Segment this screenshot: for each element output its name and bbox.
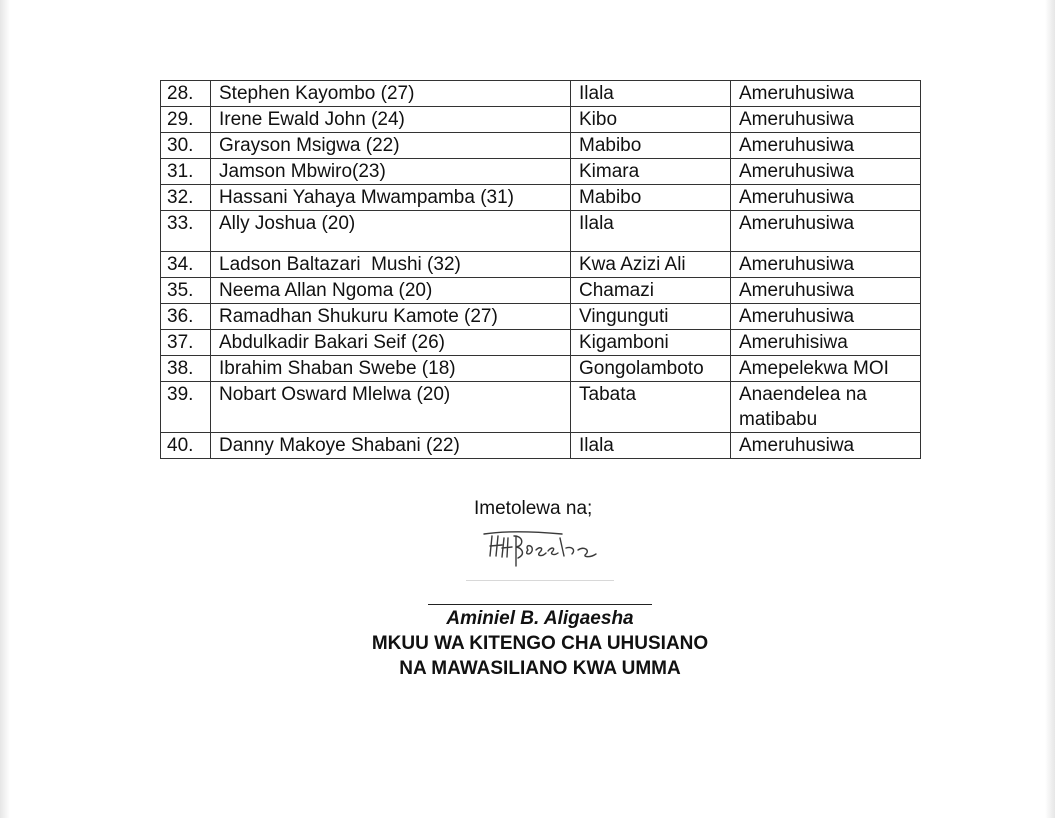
patient-location: Kwa Azizi Ali bbox=[571, 252, 731, 278]
row-number: 28. bbox=[161, 81, 211, 107]
patient-status: Ameruhusiwa bbox=[731, 159, 921, 185]
row-number: 29. bbox=[161, 107, 211, 133]
row-number: 38. bbox=[161, 356, 211, 382]
prepared-by-label: Imetolewa na; bbox=[474, 498, 593, 519]
table-row bbox=[161, 382, 921, 433]
table-row bbox=[161, 304, 921, 330]
table-row bbox=[161, 278, 921, 304]
row-number: 40. bbox=[161, 433, 211, 459]
table-row bbox=[161, 159, 921, 185]
patient-status: Ameruhusiwa bbox=[731, 304, 921, 330]
signer-name: Aminiel B. Aligaesha bbox=[446, 608, 634, 629]
patient-status: Amepelekwa MOI bbox=[731, 356, 921, 382]
patient-location: Gongolamboto bbox=[571, 356, 731, 382]
patient-status: Ameruhusiwa bbox=[731, 81, 921, 107]
table-row bbox=[161, 133, 921, 159]
patient-status: Ameruhisiwa bbox=[731, 330, 921, 356]
patient-status: Ameruhusiwa bbox=[731, 211, 921, 252]
patient-name: Irene Ewald John (24) bbox=[211, 107, 571, 133]
page-edge-shadow-left bbox=[0, 0, 10, 818]
signer-title-line1: MKUU WA KITENGO CHA UHUSIANO bbox=[371, 633, 709, 654]
patient-location: Ilala bbox=[571, 211, 731, 252]
page-edge-shadow-right bbox=[1045, 0, 1055, 818]
patient-location: Ilala bbox=[571, 81, 731, 107]
patient-name: Ibrahim Shaban Swebe (18) bbox=[211, 356, 571, 382]
row-number: 35. bbox=[161, 278, 211, 304]
patient-status: Anaendelea na matibabu bbox=[731, 382, 921, 433]
patient-location: Tabata bbox=[571, 382, 731, 433]
patient-name: Hassani Yahaya Mwampamba (31) bbox=[211, 185, 571, 211]
patient-status: Ameruhusiwa bbox=[731, 133, 921, 159]
patient-status: Ameruhusiwa bbox=[731, 107, 921, 133]
patient-status: Ameruhusiwa bbox=[731, 433, 921, 459]
table-row bbox=[161, 252, 921, 278]
table-row bbox=[161, 107, 921, 133]
patient-name: Ally Joshua (20) bbox=[211, 211, 571, 252]
patient-name: Jamson Mbwiro(23) bbox=[211, 159, 571, 185]
patient-location: Ilala bbox=[571, 433, 731, 459]
row-number: 39. bbox=[161, 382, 211, 433]
table-row bbox=[161, 433, 921, 459]
patient-name: Ladson Baltazari Mushi (32) bbox=[211, 252, 571, 278]
patient-location: Kigamboni bbox=[571, 330, 731, 356]
row-number: 33. bbox=[161, 211, 211, 252]
row-number: 34. bbox=[161, 252, 211, 278]
table-row bbox=[161, 211, 921, 252]
handwritten-signature bbox=[480, 526, 620, 570]
patient-location: Mabibo bbox=[571, 133, 731, 159]
table-row bbox=[161, 185, 921, 211]
row-number: 31. bbox=[161, 159, 211, 185]
row-number: 32. bbox=[161, 185, 211, 211]
patient-name: Abdulkadir Bakari Seif (26) bbox=[211, 330, 571, 356]
table-row bbox=[161, 330, 921, 356]
patient-status: Ameruhusiwa bbox=[731, 278, 921, 304]
patient-name: Grayson Msigwa (22) bbox=[211, 133, 571, 159]
patient-name: Ramadhan Shukuru Kamote (27) bbox=[211, 304, 571, 330]
patient-location: Kibo bbox=[571, 107, 731, 133]
patient-name: Neema Allan Ngoma (20) bbox=[211, 278, 571, 304]
row-number: 36. bbox=[161, 304, 211, 330]
patient-location: Chamazi bbox=[571, 278, 731, 304]
signer-title-line2: NA MAWASILIANO KWA UMMA bbox=[399, 658, 681, 679]
patient-name: Stephen Kayombo (27) bbox=[211, 81, 571, 107]
patient-name: Danny Makoye Shabani (22) bbox=[211, 433, 571, 459]
faint-rule bbox=[466, 580, 614, 581]
table-row bbox=[161, 356, 921, 382]
patient-location: Vingunguti bbox=[571, 304, 731, 330]
patient-location: Kimara bbox=[571, 159, 731, 185]
row-number: 37. bbox=[161, 330, 211, 356]
patients-table bbox=[160, 80, 921, 459]
signature-line bbox=[428, 604, 652, 605]
row-number: 30. bbox=[161, 133, 211, 159]
patient-status: Ameruhusiwa bbox=[731, 185, 921, 211]
patient-location: Mabibo bbox=[571, 185, 731, 211]
table-row bbox=[161, 81, 921, 107]
patient-name: Nobart Osward Mlelwa (20) bbox=[211, 382, 571, 433]
patient-status: Ameruhusiwa bbox=[731, 252, 921, 278]
